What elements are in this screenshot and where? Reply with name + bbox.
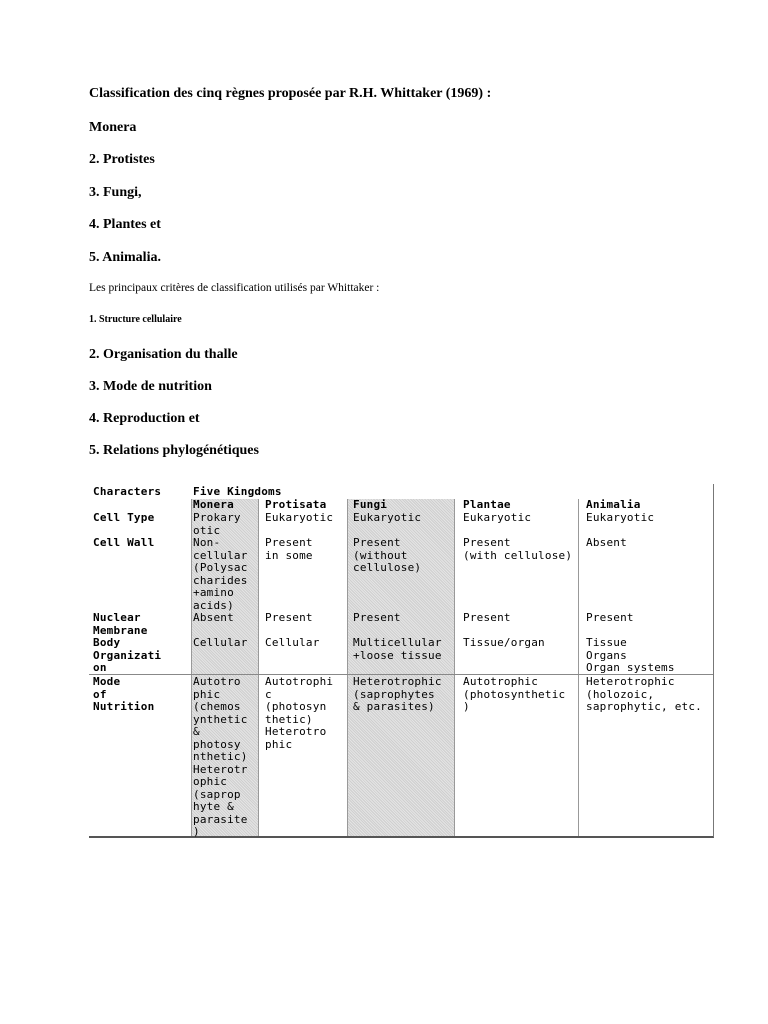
row-label-body-organization: Body Organizati on <box>93 636 162 674</box>
table-cell: Multicellular +loose tissue <box>353 636 442 662</box>
table-cell: Eukaryotic <box>265 511 334 524</box>
criterion-4: 4. Reproduction et <box>89 411 200 426</box>
kingdom-item-2: 2. Protistes <box>89 152 155 167</box>
table-cell: Eukaryotic <box>463 511 532 524</box>
column-header-plantae: Plantae <box>463 498 511 511</box>
table-cell: Cellular <box>265 636 320 649</box>
table-cell: Heterotrophic (saprophytes & parasites) <box>353 675 442 713</box>
column-header-protisata: Protisata <box>265 498 327 511</box>
criterion-5: 5. Relations phylogénétiques <box>89 443 259 458</box>
table-cell: Present <box>353 611 401 624</box>
table-cell: Autotrophi c (photosyn thetic) Heterotro phic <box>265 675 334 751</box>
kingdom-item-1: Monera <box>89 120 137 135</box>
table-cell: Cellular <box>193 636 248 649</box>
table-cell: Present (without cellulose) <box>353 536 422 574</box>
table-cell: Tissue/organ <box>463 636 545 649</box>
table-cell: Eukaryotic <box>353 511 422 524</box>
criteria-intro: Les principaux critères de classification utilisés par Whittaker : <box>89 282 380 294</box>
table-cell: Absent <box>586 536 627 549</box>
document-title: Classification des cinq règnes proposée par R.H. Whittaker (1969) : <box>89 86 492 101</box>
kingdom-item-5: 5. Animalia. <box>89 250 161 265</box>
table-cell: Present (with cellulose) <box>463 536 573 562</box>
table-cell: Tissue Organs Organ systems <box>586 636 675 674</box>
column-header-fungi: Fungi <box>353 498 388 511</box>
table-cell: Autotro phic (chemos ynthetic & photosy nthetic) Heterotr ophic (saprop hyte & parasite ) <box>193 675 248 838</box>
column-header-animalia: Animalia <box>586 498 641 511</box>
kingdom-item-4: 4. Plantes et <box>89 217 161 232</box>
table-cell: Autotrophic (photosynthetic ) <box>463 675 566 713</box>
five-kingdoms-header: Five Kingdoms <box>193 485 282 498</box>
row-label-nuclear-membrane: Nuclear Membrane <box>93 611 148 637</box>
kingdom-item-3: 3. Fungi, <box>89 185 142 200</box>
row-label-cell-type: Cell Type <box>93 511 155 524</box>
criterion-2: 2. Organisation du thalle <box>89 347 238 362</box>
table-cell: Prokary otic <box>193 511 241 537</box>
table-cell: Heterotrophic (holozoic, saprophytic, etc. <box>586 675 702 713</box>
row-label-mode-of-nutrition: Mode of Nutrition <box>93 675 155 713</box>
table-cell: Present <box>463 611 511 624</box>
criterion-1: 1. Structure cellulaire <box>89 314 182 325</box>
row-label-cell-wall: Cell Wall <box>93 536 155 549</box>
table-cell: Eukaryotic <box>586 511 655 524</box>
characters-header: Characters <box>93 485 162 498</box>
criterion-3: 3. Mode de nutrition <box>89 379 212 394</box>
kingdoms-table <box>89 484 714 838</box>
table-cell: Absent <box>193 611 234 624</box>
table-cell: Present in some <box>265 536 313 562</box>
column-header-monera: Monera <box>193 498 234 511</box>
table-cell: Present <box>265 611 313 624</box>
table-cell: Non- cellular (Polysac charides +amino acids) <box>193 536 248 612</box>
table-cell: Present <box>586 611 634 624</box>
